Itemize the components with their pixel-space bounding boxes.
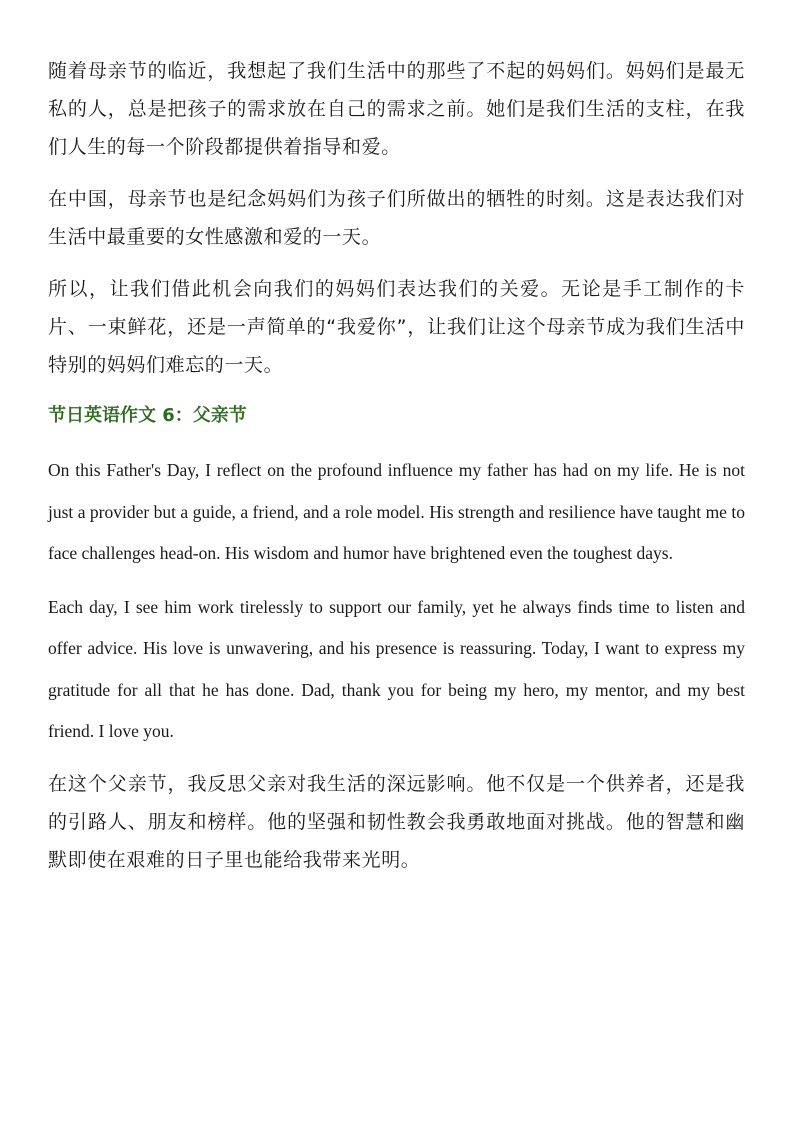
section-heading-fathers-day: 节日英语作文 6：父亲节 bbox=[48, 405, 247, 426]
paragraph-mothers-day-2: 在中国，母亲节也是纪念妈妈们为孩子们所做出的牺牲的时刻。这是表达我们对生活中最重要的女性感激和爱的一天。 bbox=[48, 188, 745, 248]
paragraph-fathers-day-en-2: Each day, I see him work tirelessly to support our family, yet he always finds time to listen and offer advice. His love is unwavering, and his presence is reassuring. Today, I want to express my gratitude for all that he has done. Dad, thank you for being my hero, my mentor, and my best friend. I love you. bbox=[48, 596, 745, 741]
paragraph-fathers-day-en-1: On this Father's Day, I reflect on the profound influence my father has had on my life. He is not just a provider but a guide, a friend, and a role model. His strength and resilience have taught me to face challenges head-on. His wisdom and humor have brightened even the toughest days. bbox=[48, 460, 745, 563]
document-page bbox=[48, 52, 745, 893]
paragraph-mothers-day-1: 随着母亲节的临近，我想起了我们生活中的那些了不起的妈妈们。妈妈们是最无私的人，总是把孩子的需求放在自己的需求之前。她们是我们生活的支柱，在我们人生的每一个阶段都提供着指导和爱。 bbox=[48, 60, 745, 158]
paragraph-fathers-day-zh: 在这个父亲节，我反思父亲对我生活的深远影响。他不仅是一个供养者，还是我的引路人、朋友和榜样。他的坚强和韧性教会我勇敢地面对挑战。他的智慧和幽默即使在艰难的日子里也能给我带来光明。 bbox=[48, 772, 745, 871]
paragraph-mothers-day-3: 所以，让我们借此机会向我们的妈妈们表达我们的关爱。无论是手工制作的卡片、一束鲜花，还是一声简单的“我爱你”，让我们让这个母亲节成为我们生活中特别的妈妈们难忘的一天。 bbox=[48, 278, 745, 376]
